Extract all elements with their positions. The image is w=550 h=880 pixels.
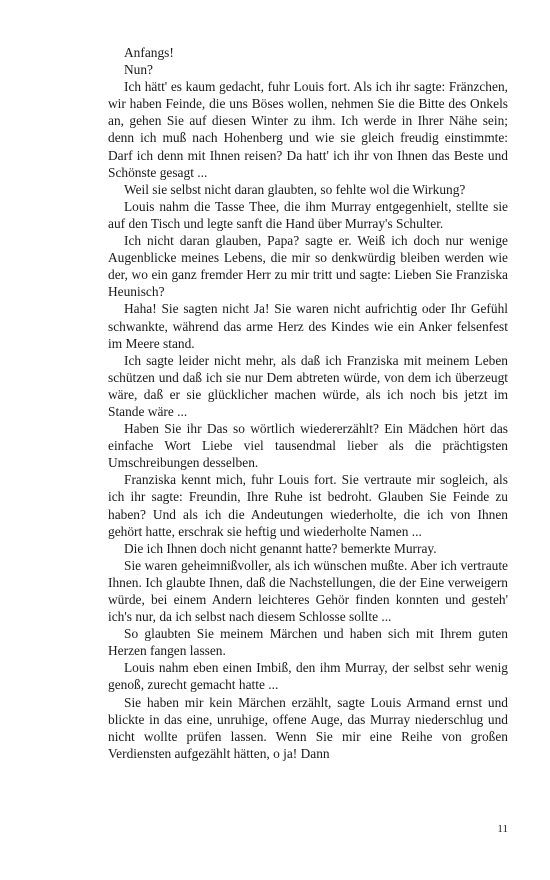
paragraph: Ich nicht daran glauben, Papa? sagte er. Weiß ich doch nur wenige Augenblicke meines Lebens, die mir so denkwürdig bleiben werden wie der, wo ein ganz fremder Herr zu mir tritt und sagte: Lieben Sie Franziska Heunisch? [108,233,508,300]
paragraph: Anfangs! [124,45,174,60]
body-text [108,44,508,762]
paragraph: So glaubten Sie meinem Märchen und haben sich mit Ihrem guten Herzen fangen lassen. [108,626,508,659]
paragraph: Franziska kennt mich, fuhr Louis fort. Sie vertraute mir sogleich, als ich ihr sagte: Freundin, Ihre Ruhe ist bedroht. Glauben Sie Feinde zu haben? Und als ich die Andeutungen wiederholte, die ich von Ihnen gehört hatte, erschrak sie heftig und wiederholte Namen ... [108,472,508,539]
paragraph: Die ich Ihnen doch nicht genannt hatte? bemerkte Murray. [124,540,437,556]
paragraph: Sie waren geheimnißvoller, als ich wünschen mußte. Aber ich vertraute Ihnen. Ich glaubte Ihnen, daß die Nachstellungen, die der Eine verweigern würde, bei einem Andern leichteres Gehör finden konnten und gesteh' ich's nur, da ich selbst nach diesem Schlosse sollte ... [108,557,508,625]
paragraph: Louis nahm die Tasse Thee, die ihm Murray entgegenhielt, stellte sie auf den Tisch und legte sanft die Hand über Murray's Schulter. [108,198,508,231]
paragraph: Nun? [124,62,154,78]
paragraph: Weil sie selbst nicht daran glaubten, so fehlte wol die Wirkung? [124,181,466,197]
page-number: 11 [497,823,508,835]
paragraph: Haha! Sie sagten nicht Ja! Sie waren nicht aufrichtig oder Ihr Gefühl schwankte, während das arme Herz des Kindes wie ein Anker felsenfest im Meere stand. [108,301,508,351]
paragraph: Louis nahm eben einen Imbiß, den ihm Murray, der selbst sehr wenig genoß, zurecht gemacht hatte ... [108,660,508,693]
paragraph: Ich sagte leider nicht mehr, als daß ich Franziska mit meinem Leben schützen und daß ich sie nur Dem abtreten würde, von dem ich überzeugt wäre, daß er sie glücklicher machen würde, als ich noch bis jetzt im Stande wäre ... [108,352,508,419]
paragraph: Sie haben mir kein Märchen erzählt, sagte Louis Armand ernst und blickte in das eine, unruhige, offene Auge, das Murray niederschlug und nicht wollte prüfen lassen. Wenn Sie mir eine Reihe von großen Verdiensten aufgezählt hätten, o ja! Dann [108,694,508,761]
paragraph: Haben Sie ihr Das so wörtlich wiedererzählt? Ein Mädchen hört das einfache Wort Liebe viel tausendmal lieber als die prächtigsten Umschreibungen desselben. [108,421,508,471]
paragraph: Ich hätt' es kaum gedacht, fuhr Louis fort. Als ich ihr sagte: Fränzchen, wir haben Feinde, die uns Böses wollen, nehmen Sie die Bitte des Onkels an, gehen Sie auf diesen Winter zu ihm. Ich werde in Ihrer Nähe sein; denn ich muß nach Hohenberg und wie sie gleich freudig einstimmte: Darf ich denn mit Ihnen reisen? Da hatt' ich ihr von Ihnen das Beste und Schönste gesagt ... [108,79,508,180]
